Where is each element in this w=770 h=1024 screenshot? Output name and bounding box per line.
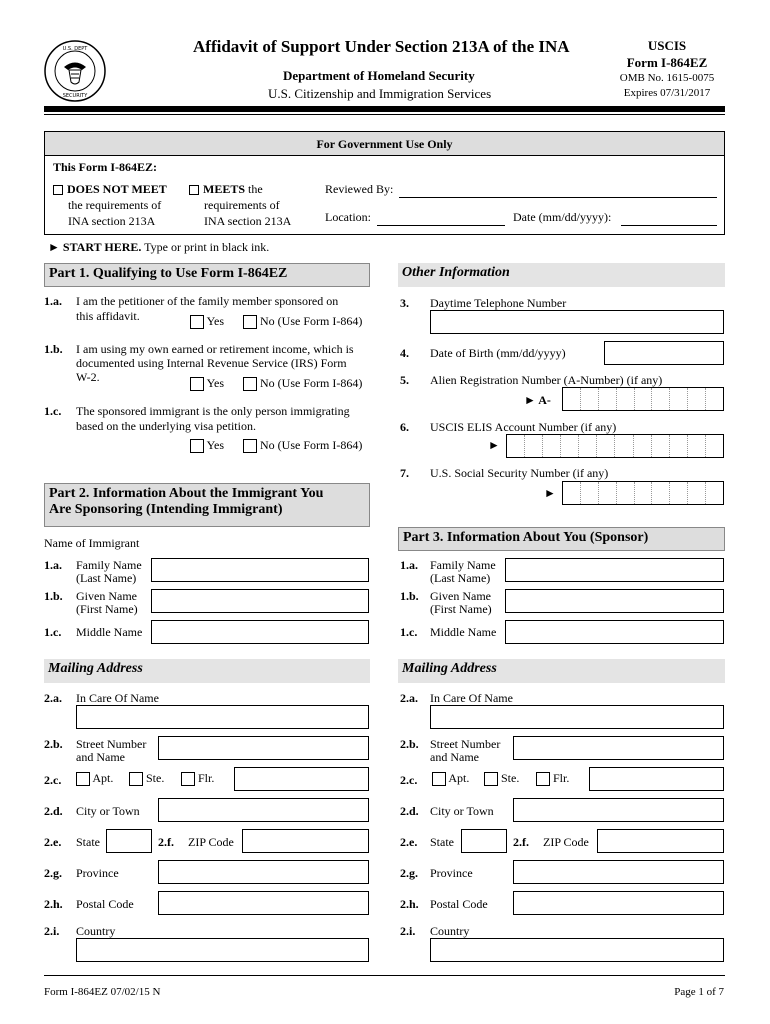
p2-zip-field[interactable] — [242, 829, 369, 853]
meets-text-2: INA section 213A — [204, 214, 292, 228]
p3-1a-number: 1.a. — [400, 558, 418, 572]
meets-checkbox[interactable] — [189, 185, 199, 195]
q4-number: 4. — [400, 346, 409, 360]
q1b-yes[interactable]: Yes — [190, 376, 224, 391]
location-line[interactable] — [377, 214, 505, 226]
sponsor-family-name-field[interactable] — [505, 558, 724, 582]
uscis-label: USCIS — [647, 38, 687, 53]
q1c-no[interactable]: No (Use Form I-864) — [243, 438, 362, 453]
p3-2b-number: 2.b. — [400, 737, 419, 751]
q1b-text-2: documented using Internal Revenue Service (IRS) Form — [76, 356, 347, 370]
q1c-yes[interactable]: Yes — [190, 438, 224, 453]
p2-1b-number: 1.b. — [44, 589, 63, 603]
p3-city-label: City or Town — [430, 804, 494, 818]
header-rule — [44, 106, 725, 112]
arrow-icon: ► — [544, 486, 556, 500]
p3-province-label: Province — [430, 866, 473, 880]
p3-care-of-label: In Care Of Name — [430, 691, 513, 705]
q1b-text-1: I am using my own earned or retirement income, which is — [76, 342, 354, 356]
p2-1a-number: 1.a. — [44, 558, 62, 572]
p3-zip-label: ZIP Code — [543, 835, 589, 849]
p2-postal-label: Postal Code — [76, 897, 134, 911]
start-here — [48, 240, 269, 255]
p3-postal-label: Postal Code — [430, 897, 488, 911]
agency-name: U.S. Citizenship and Immigration Services — [268, 86, 492, 101]
meets-option[interactable]: MEETS the — [189, 182, 263, 197]
p2-2f-number: 2.f. — [158, 835, 174, 849]
p2-2a-number: 2.a. — [44, 691, 62, 705]
p2-family-name-sub: (Last Name) — [76, 571, 137, 585]
p2-street-sub: and Name — [76, 750, 125, 764]
p2-ste-checkbox[interactable] — [129, 772, 143, 786]
date-line[interactable] — [621, 214, 717, 226]
part2-heading — [44, 483, 370, 527]
p3-city-field[interactable] — [513, 798, 724, 822]
reviewed-by-label: Reviewed By: — [325, 182, 394, 196]
immigrant-given-name-field[interactable] — [151, 589, 369, 613]
q6-number: 6. — [400, 420, 409, 434]
p3-ste-option[interactable]: Ste. — [484, 771, 519, 786]
p3-2c-number: 2.c. — [400, 773, 418, 787]
dhs-seal — [44, 40, 106, 102]
p2-flr-checkbox[interactable] — [181, 772, 195, 786]
p2-2b-number: 2.b. — [44, 737, 63, 751]
date-label: Date (mm/dd/yyyy): — [513, 210, 612, 224]
svg-text:SECURITY: SECURITY — [62, 93, 88, 99]
p3-unit-number-field[interactable] — [589, 767, 724, 791]
q1c-no-checkbox[interactable] — [243, 439, 257, 453]
part3-heading: Part 3. Information About You (Sponsor) — [398, 527, 725, 551]
reviewed-by-line[interactable] — [399, 186, 717, 198]
does-not-meet-checkbox[interactable] — [53, 185, 63, 195]
p3-1c-number: 1.c. — [400, 625, 418, 639]
p3-2f-number: 2.f. — [513, 835, 529, 849]
part2-heading-line1: Part 2. Information About the Immigrant You — [49, 486, 324, 501]
immigrant-middle-name-field[interactable] — [151, 620, 369, 644]
p2-country-label: Country — [76, 924, 116, 938]
footer-form-id: Form I-864EZ 07/02/15 N — [44, 986, 161, 998]
p2-2i-number: 2.i. — [44, 924, 60, 938]
q1a-number: 1.a. — [44, 294, 62, 308]
government-use-box — [44, 131, 725, 235]
q5-label: Alien Registration Number (A-Number) (if any) — [430, 373, 663, 387]
p2-state-label: State — [76, 835, 100, 849]
p2-2d-number: 2.d. — [44, 804, 63, 818]
immigrant-family-name-field[interactable] — [151, 558, 369, 582]
q3-number: 3. — [400, 296, 409, 310]
p3-state-field[interactable] — [461, 829, 507, 853]
meets-text-1: requirements of — [204, 198, 280, 212]
p3-zip-field[interactable] — [597, 829, 724, 853]
p3-2g-number: 2.g. — [400, 866, 418, 880]
q4-label: Date of Birth (mm/dd/yyyy) — [430, 346, 566, 360]
p2-2g-number: 2.g. — [44, 866, 62, 880]
p2-city-field[interactable] — [158, 798, 369, 822]
footer-rule — [44, 975, 725, 976]
p3-ste-checkbox[interactable] — [484, 772, 498, 786]
does-not-meet-text-1: the requirements of — [68, 198, 162, 212]
q7-label: U.S. Social Security Number (if any) — [430, 466, 609, 480]
p3-apt-option[interactable]: Apt. — [432, 771, 469, 786]
form-title: Affidavit of Support Under Section 213A of the INA — [193, 37, 570, 56]
sponsor-given-name-field[interactable] — [505, 589, 724, 613]
header-rule-thin — [44, 114, 725, 115]
p3-street-sub: and Name — [430, 750, 479, 764]
a-number-field[interactable] — [562, 387, 724, 411]
q1a-no[interactable]: No (Use Form I-864) — [243, 314, 362, 329]
q1c-yes-checkbox[interactable] — [190, 439, 204, 453]
p2-flr-option[interactable]: Flr. — [181, 771, 214, 786]
p3-2d-number: 2.d. — [400, 804, 419, 818]
start-here-bold: START HERE. — [62, 240, 142, 254]
q1b-no-checkbox[interactable] — [243, 377, 257, 391]
government-use-heading: For Government Use Only — [45, 132, 724, 156]
p3-apt-checkbox[interactable] — [432, 772, 446, 786]
p2-zip-label: ZIP Code — [188, 835, 234, 849]
page-number: Page 1 of 7 — [674, 986, 724, 998]
form-number: Form I-864EZ — [626, 55, 708, 70]
expiration-date: Expires 07/31/2017 — [623, 87, 711, 99]
p3-family-name-sub: (Last Name) — [430, 571, 491, 585]
p2-state-field[interactable] — [106, 829, 152, 853]
q5-number: 5. — [400, 373, 409, 387]
p2-2c-number: 2.c. — [44, 773, 62, 787]
p2-care-of-field[interactable] — [76, 705, 369, 729]
p3-country-label: Country — [430, 924, 470, 938]
p2-care-of-label: In Care Of Name — [76, 691, 159, 705]
ssn-field[interactable] — [562, 481, 724, 505]
p2-postal-field[interactable] — [158, 891, 369, 915]
p3-2i-number: 2.i. — [400, 924, 416, 938]
arrow-icon: ► — [48, 240, 60, 254]
p2-1c-number: 1.c. — [44, 625, 62, 639]
p3-country-field[interactable] — [430, 938, 724, 962]
p2-apt-checkbox[interactable] — [76, 772, 90, 786]
p2-given-name-sub: (First Name) — [76, 602, 138, 616]
p2-apt-option[interactable]: Apt. — [76, 771, 113, 786]
q1a-yes-checkbox[interactable] — [190, 315, 204, 329]
start-here-text: Type or print in black ink. — [141, 240, 270, 254]
p2-given-name-label: Given Name — [76, 589, 137, 603]
svg-text:U.S. DEPT: U.S. DEPT — [62, 46, 88, 52]
date-of-birth-field[interactable] — [604, 341, 724, 365]
p2-mailing-address-heading: Mailing Address — [44, 659, 370, 683]
p2-street-label: Street Number — [76, 737, 147, 751]
does-not-meet-option[interactable]: DOES NOT MEET — [53, 182, 167, 197]
p2-2e-number: 2.e. — [44, 835, 62, 849]
p3-2e-number: 2.e. — [400, 835, 418, 849]
p2-middle-name-label: Middle Name — [76, 625, 143, 639]
q1b-no[interactable]: No (Use Form I-864) — [243, 376, 362, 391]
p2-family-name-label: Family Name — [76, 558, 142, 572]
p3-2h-number: 2.h. — [400, 897, 419, 911]
omb-number: OMB No. 1615-0075 — [619, 72, 715, 84]
p3-flr-option[interactable]: Flr. — [536, 771, 569, 786]
q1a-no-checkbox[interactable] — [243, 315, 257, 329]
p3-flr-checkbox[interactable] — [536, 772, 550, 786]
q1b-yes-checkbox[interactable] — [190, 377, 204, 391]
q1c-number: 1.c. — [44, 404, 62, 418]
q1a-text-2: this affidavit. — [76, 309, 140, 323]
p3-given-name-label: Given Name — [430, 589, 491, 603]
p3-2a-number: 2.a. — [400, 691, 418, 705]
q1a-text-1: I am the petitioner of the family member sponsored on — [76, 294, 339, 308]
p3-province-field[interactable] — [513, 860, 724, 884]
p2-province-label: Province — [76, 866, 119, 880]
p2-city-label: City or Town — [76, 804, 140, 818]
p3-middle-name-label: Middle Name — [430, 625, 497, 639]
q3-label: Daytime Telephone Number — [430, 296, 567, 310]
p2-unit-number-field[interactable] — [234, 767, 369, 791]
part1-heading: Part 1. Qualifying to Use Form I-864EZ — [44, 263, 370, 287]
sponsor-middle-name-field[interactable] — [505, 620, 724, 644]
arrow-icon: ► — [488, 438, 500, 452]
p2-ste-option[interactable]: Ste. — [129, 771, 164, 786]
p3-care-of-field[interactable] — [430, 705, 724, 729]
p3-mailing-address-heading: Mailing Address — [398, 659, 725, 683]
p3-street-label: Street Number — [430, 737, 501, 751]
daytime-phone-field[interactable] — [430, 310, 724, 334]
location-label: Location: — [325, 210, 371, 224]
p3-family-name-label: Family Name — [430, 558, 496, 572]
p2-street-field[interactable] — [158, 736, 369, 760]
other-information-heading: Other Information — [398, 263, 725, 287]
p3-1b-number: 1.b. — [400, 589, 419, 603]
p3-street-field[interactable] — [513, 736, 724, 760]
elis-account-field[interactable] — [506, 434, 724, 458]
does-not-meet-text-2: INA section 213A — [68, 214, 156, 228]
p2-country-field[interactable] — [76, 938, 369, 962]
q7-number: 7. — [400, 466, 409, 480]
q1a-yes[interactable]: Yes — [190, 314, 224, 329]
q1b-number: 1.b. — [44, 342, 63, 356]
p2-2h-number: 2.h. — [44, 897, 63, 911]
q1c-text-2: based on the underlying visa petition. — [76, 419, 256, 433]
a-number-prefix: ► A- — [524, 393, 551, 407]
name-of-immigrant-label: Name of Immigrant — [44, 536, 140, 550]
p3-postal-field[interactable] — [513, 891, 724, 915]
p3-given-name-sub: (First Name) — [430, 602, 492, 616]
p2-province-field[interactable] — [158, 860, 369, 884]
this-form-label: This Form I-864EZ: — [53, 160, 158, 174]
p3-state-label: State — [430, 835, 454, 849]
q1b-text-3: W-2. — [76, 370, 100, 384]
q1c-text-1: The sponsored immigrant is the only person immigrating — [76, 404, 350, 418]
q6-label: USCIS ELIS Account Number (if any) — [430, 420, 617, 434]
part2-heading-line2: Are Sponsoring (Intending Immigrant) — [49, 502, 283, 517]
department-name: Department of Homeland Security — [283, 68, 475, 83]
